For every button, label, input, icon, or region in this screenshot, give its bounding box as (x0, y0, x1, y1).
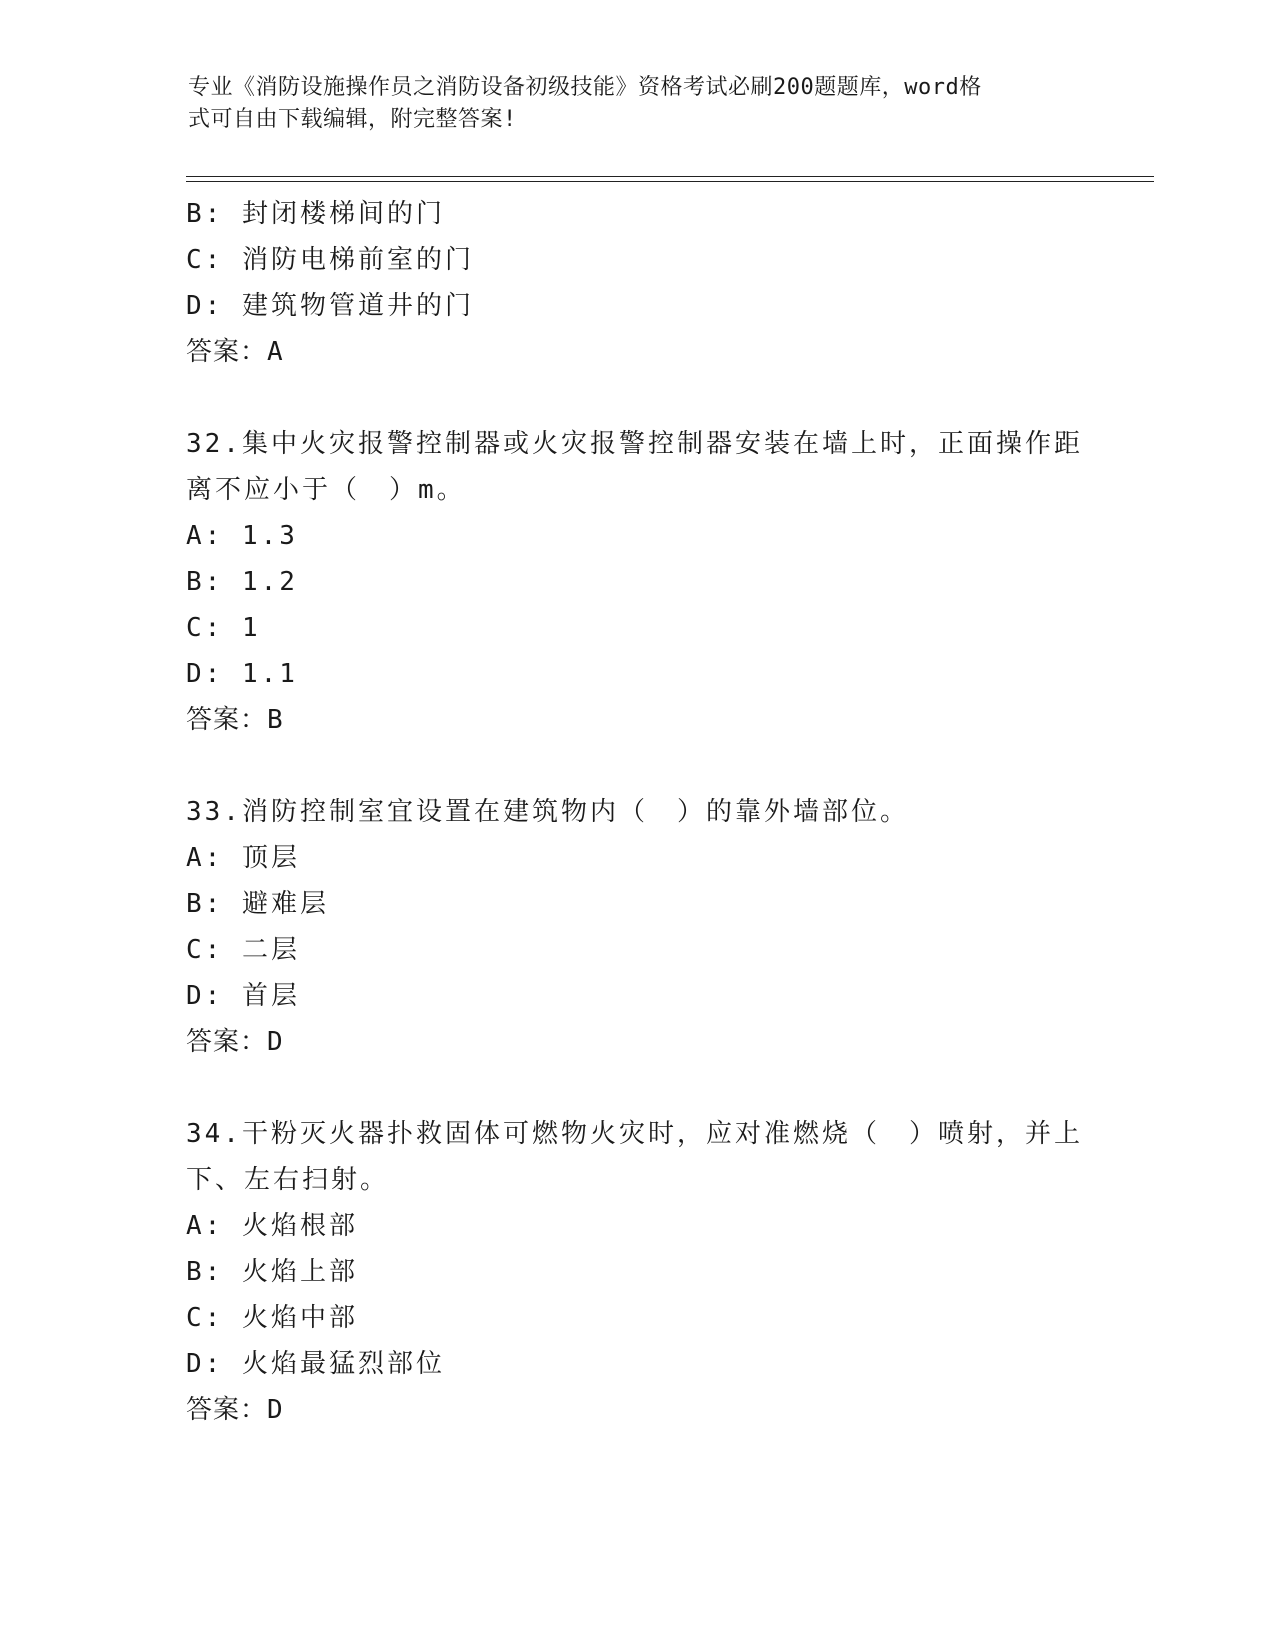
answer: 答案：D (186, 1027, 284, 1057)
question-33 (186, 789, 1086, 1065)
answer: 答案：A (186, 337, 284, 367)
option-b: B: 1.2 (186, 567, 298, 597)
option-a: A: 火焰根部 (186, 1211, 358, 1241)
option-c: C: 1 (186, 613, 261, 643)
question-stem-line-2: 下、左右扫射。 (186, 1165, 390, 1195)
option-c: C: 消防电梯前室的门 (186, 245, 474, 275)
document-header (188, 72, 1068, 136)
header-divider-top (186, 176, 1154, 177)
question-list (186, 191, 1086, 1433)
question-32 (186, 421, 1086, 743)
option-a: A: 1.3 (186, 521, 298, 551)
option-b: B: 避难层 (186, 889, 329, 919)
option-b: B: 火焰上部 (186, 1257, 358, 1287)
option-d: D: 建筑物管道井的门 (186, 291, 474, 321)
question-34 (186, 1111, 1086, 1433)
question-stem-line-1: 32.集中火灾报警控制器或火灾报警控制器安装在墙上时，正面操作距 (186, 429, 1083, 459)
option-c: C: 二层 (186, 935, 300, 965)
question-stem-line-1: 33.消防控制室宜设置在建筑物内（ ）的靠外墙部位。 (186, 797, 909, 827)
option-b: B: 封闭楼梯间的门 (186, 199, 445, 229)
option-c: C: 火焰中部 (186, 1303, 358, 1333)
question-31-partial (186, 191, 1086, 375)
answer: 答案：D (186, 1395, 284, 1425)
header-line-1: 专业《消防设施操作员之消防设备初级技能》资格考试必刷200题题库，word格 (188, 75, 982, 100)
option-d: D: 首层 (186, 981, 300, 1011)
question-stem-line-1: 34.干粉灭火器扑救固体可燃物火灾时，应对准燃烧（ ）喷射，并上 (186, 1119, 1083, 1149)
header-divider-bottom (186, 181, 1154, 182)
question-stem-line-2: 离不应小于（ ）m。 (186, 475, 466, 505)
header-line-2: 式可自由下载编辑，附完整答案! (188, 107, 517, 132)
option-a: A: 顶层 (186, 843, 300, 873)
answer: 答案：B (186, 705, 284, 735)
option-d: D: 火焰最猛烈部位 (186, 1349, 445, 1379)
option-d: D: 1.1 (186, 659, 298, 689)
